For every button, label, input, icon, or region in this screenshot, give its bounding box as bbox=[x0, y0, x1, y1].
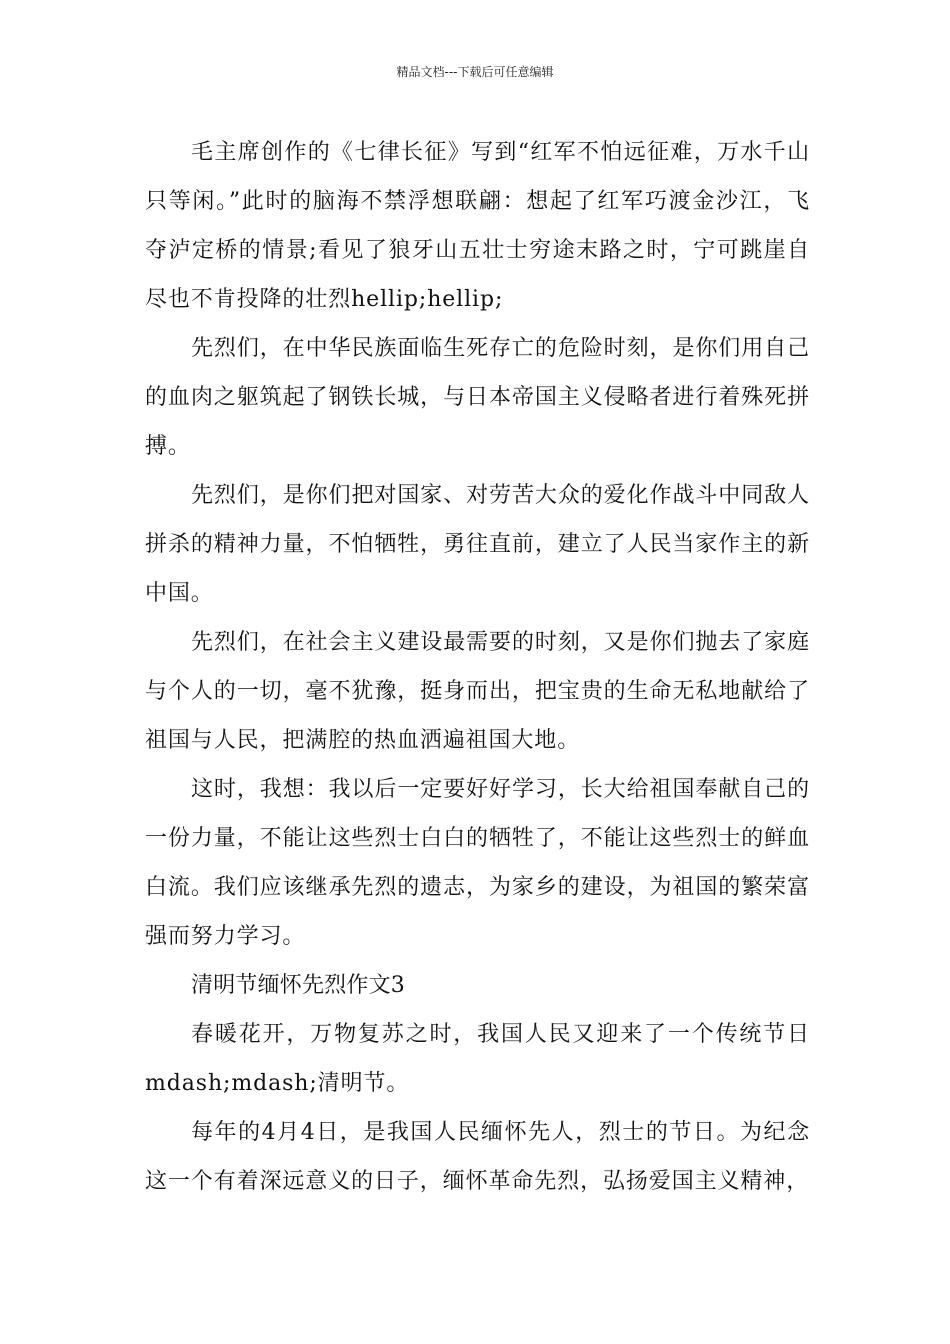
paragraph: 毛主席创作的《七律长征》写到“红军不怕远征难，万水千山只等闲。”此时的脑海不禁浮想联翩：想起了红军巧渡金沙江，飞夺泸定桥的情景;看见了狼牙山五壮士穷途末路之时，宁可跳崖自尽也不肯投降的壮烈hellip;hellip; bbox=[145, 140, 810, 312]
paragraph: 先烈们，是你们把对国家、对劳苦大众的爱化作战斗中同敌人拼杀的精神力量，不怕牺牲，勇往直前，建立了人民当家作主的新中国。 bbox=[145, 483, 810, 606]
page-header: 精品文档---下载后可任意编辑 bbox=[396, 65, 554, 79]
paragraph: 先烈们，在社会主义建设最需要的时刻，又是你们抛去了家庭与个人的一切，毫不犹豫，挺身而出，把宝贵的生命无私地献给了祖国与人民，把满腔的热血洒遍祖国大地。 bbox=[145, 630, 810, 753]
paragraph: 春暖花开，万物复苏之时，我国人民又迎来了一个传统节日mdash;mdash;清明节。 bbox=[145, 1022, 810, 1096]
paragraph: 每年的4月4日，是我国人民缅怀先人，烈士的节日。为纪念这一个有着深远意义的日子，缅怀革命先烈，弘扬爱国主义精神， bbox=[145, 1120, 810, 1194]
paragraph: 先烈们，在中华民族面临生死存亡的危险时刻，是你们用自己的血肉之躯筑起了钢铁长城，与日本帝国主义侵略者进行着殊死拼搏。 bbox=[145, 336, 810, 459]
paragraph: 这时，我想：我以后一定要好好学习，长大给祖国奉献自己的一份力量，不能让这些烈士白白的牺牲了，不能让这些烈士的鲜血白流。我们应该继承先烈的遗志，为家乡的建设，为祖国的繁荣富强而努力学习。 bbox=[145, 777, 810, 949]
section-title: 清明节缅怀先烈作文3 bbox=[191, 973, 405, 998]
document-body bbox=[145, 128, 810, 1206]
